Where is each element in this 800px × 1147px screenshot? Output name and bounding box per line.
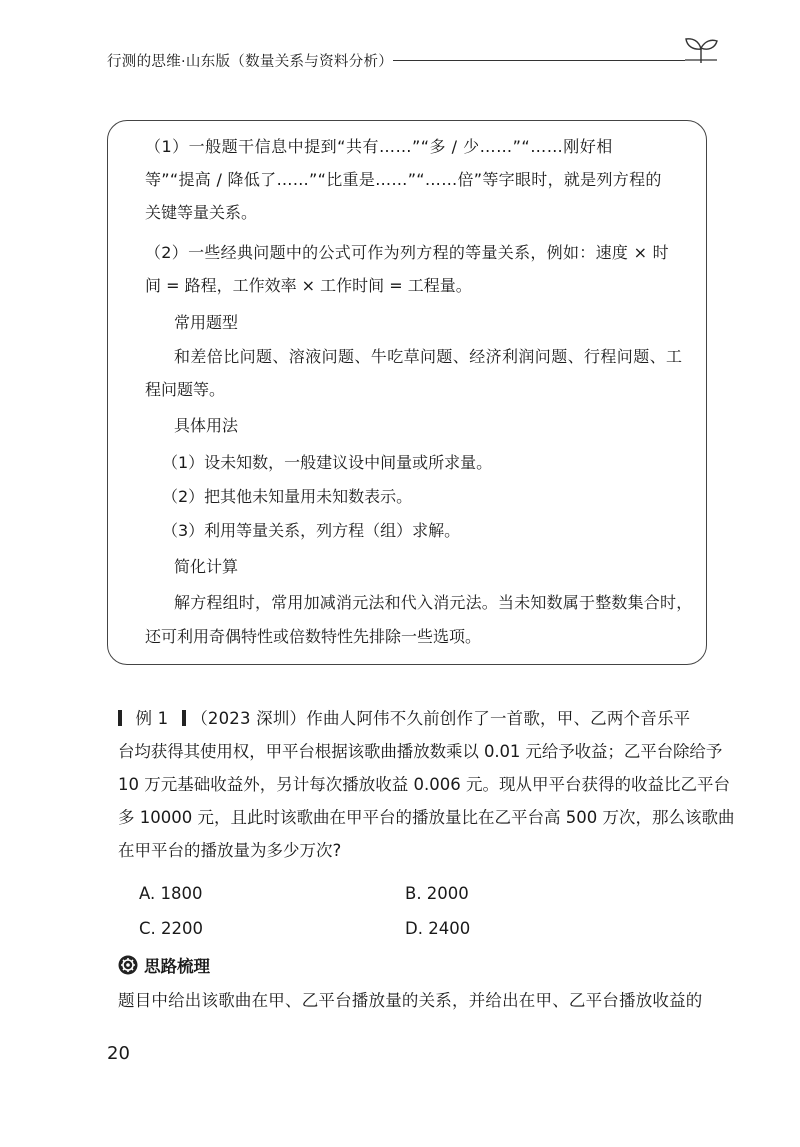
sprout-icon [683, 36, 719, 64]
box-line-2: 等”“提高 / 降低了……”“比重是……”“……倍”等字眼时，就是列方程的 [145, 170, 662, 189]
box-line-1: （1）一般题干信息中提到“共有……”“多 / 少……”“……刚好相 [145, 137, 613, 156]
bracket-bar-icon [118, 710, 122, 726]
analysis-heading-text: 思路梳理 [144, 957, 210, 976]
example-line-3: 10 万元基础收益外，另计每次播放收益 0.006 元。现从甲平台获得的收益比乙平台 [118, 775, 730, 794]
option-b: B. 2000 [405, 884, 469, 903]
example-line-5: 在甲平台的播放量为多少万次? [118, 841, 342, 860]
option-c: C. 2200 [139, 919, 204, 938]
analysis-heading [118, 953, 210, 977]
header-rule [393, 60, 685, 61]
example-line-4: 多 10000 元，且此时该歌曲在甲平台的播放量比在乙平台高 500 万次，那么该歌曲 [118, 808, 735, 827]
heading-simplify: 简化计算 [174, 557, 239, 576]
box-line-4: （2）一些经典问题中的公式可作为列方程的等量关系，例如：速度 × 时 [145, 243, 669, 262]
heading-question-types: 常用题型 [174, 313, 239, 332]
running-header: 行测的思维·山东版（数量关系与资料分析） [107, 54, 394, 70]
heading-usage: 具体用法 [174, 416, 239, 435]
page-number: 20 [107, 1043, 130, 1064]
simplify-line-1: 解方程组时，常用加减消元法和代入消元法。当未知数属于整数集合时， [174, 593, 693, 612]
gear-icon [118, 955, 138, 975]
box-line-5: 间 = 路程，工作效率 × 工作时间 = 工程量。 [145, 276, 472, 295]
example-line-1-text: （2023 深圳）作曲人阿伟不久前创作了一首歌，甲、乙两个音乐平 [191, 709, 691, 728]
bracket-bar-icon [182, 710, 186, 726]
types-line-2: 程问题等。 [145, 380, 226, 399]
types-line-1: 和差倍比问题、溶液问题、牛吃草问题、经济利润问题、行程问题、工 [174, 347, 683, 366]
option-a: A. 1800 [139, 884, 203, 903]
box-line-3: 关键等量关系。 [145, 203, 258, 222]
analysis-line-1: 题目中给出该歌曲在甲、乙平台播放量的关系，并给出在甲、乙平台播放收益的 [118, 991, 703, 1010]
usage-step-2: （2）把其他未知量用未知数表示。 [162, 487, 413, 506]
option-d: D. 2400 [405, 919, 471, 938]
usage-step-1: （1）设未知数，一般建议设中间量或所求量。 [162, 453, 493, 472]
example-line-2: 台均获得其使用权，甲平台根据该歌曲播放数乘以 0.01 元给予收益；乙平台除给予 [118, 742, 723, 761]
example-line-1 [118, 708, 690, 730]
usage-step-3: （3）利用等量关系，列方程（组）求解。 [162, 521, 461, 540]
example-label: 例 1 [135, 709, 169, 728]
simplify-line-2: 还可利用奇偶特性或倍数特性先排除一些选项。 [145, 627, 482, 646]
